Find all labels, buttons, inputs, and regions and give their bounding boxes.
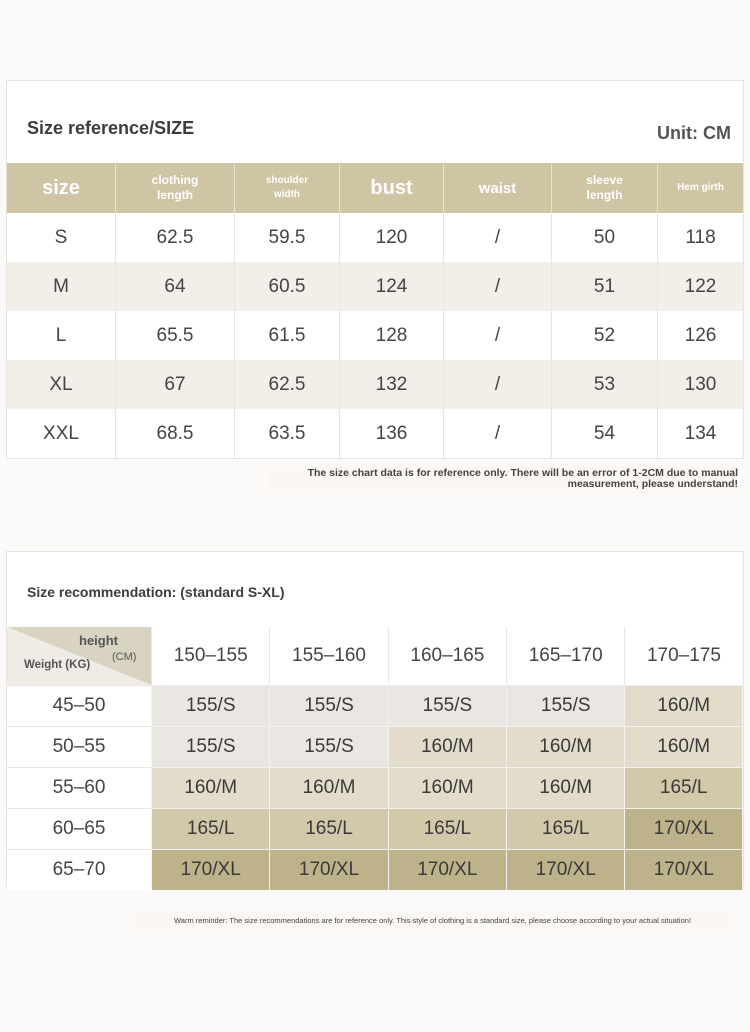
unit-label: Unit: CM bbox=[657, 123, 731, 143]
weight-range: 60–65 bbox=[7, 809, 152, 850]
header-size: size bbox=[7, 163, 116, 213]
header-clothing-length: clothing length bbox=[116, 163, 235, 213]
size-cell: 62.5 bbox=[235, 360, 340, 409]
size-cell: 51 bbox=[552, 262, 658, 311]
recommendation-row bbox=[7, 768, 743, 809]
size-cell: 124 bbox=[340, 262, 444, 311]
recommended-size-cell: 165/L bbox=[270, 809, 388, 850]
size-cell: / bbox=[444, 213, 552, 262]
size-reference-card bbox=[6, 80, 744, 459]
recommended-size-cell: 170/XL bbox=[625, 809, 743, 850]
recommendation-row bbox=[7, 727, 743, 768]
recommended-size-cell: 170/XL bbox=[270, 850, 388, 891]
size-row bbox=[7, 311, 743, 360]
size-cell: 62.5 bbox=[116, 213, 235, 262]
height-range-header: 170–175 bbox=[625, 627, 743, 686]
size-cell: / bbox=[444, 262, 552, 311]
corner-header bbox=[7, 627, 152, 686]
recommended-size-cell: 160/M bbox=[625, 686, 743, 727]
recommendation-row bbox=[7, 850, 743, 891]
size-label: M bbox=[7, 262, 116, 311]
size-label: XL bbox=[7, 360, 116, 409]
size-row bbox=[7, 213, 743, 262]
size-cell: 126 bbox=[684, 324, 717, 346]
recommended-size-cell: 165/L bbox=[388, 809, 506, 850]
header-shoulder-width: shoulder width bbox=[235, 163, 340, 213]
size-cell: 68.5 bbox=[116, 409, 235, 458]
recommended-size-cell: 160/M bbox=[388, 727, 506, 768]
corner-weight-label: Weight (KG) bbox=[24, 659, 91, 671]
recommended-size-cell: 155/S bbox=[388, 686, 506, 727]
size-cell: / bbox=[444, 409, 552, 458]
size-cell: 54 bbox=[552, 409, 658, 458]
size-cell: 120 bbox=[340, 213, 444, 262]
recommended-size-cell: 160/M bbox=[270, 768, 388, 809]
recommended-size-cell: 170/XL bbox=[152, 850, 270, 891]
height-range-header: 165–170 bbox=[507, 627, 625, 686]
recommended-size-cell: 155/S bbox=[152, 727, 270, 768]
weight-range: 55–60 bbox=[7, 768, 152, 809]
size-cell: 61.5 bbox=[235, 311, 340, 360]
recommended-size-cell: 170/XL bbox=[507, 850, 625, 891]
recommendation-title: Size recommendation: (standard S-XL) bbox=[27, 584, 285, 600]
recommended-size-cell: 155/S bbox=[270, 727, 388, 768]
size-cell: 52 bbox=[552, 311, 658, 360]
size-recommendation-card bbox=[6, 551, 744, 887]
size-table-header bbox=[7, 163, 743, 213]
size-cell: 132 bbox=[340, 360, 444, 409]
recommended-size-cell: 160/M bbox=[507, 727, 625, 768]
size-row bbox=[7, 360, 743, 409]
recommended-size-cell: 155/S bbox=[270, 686, 388, 727]
header-sleeve-length: sleeve length bbox=[552, 163, 658, 213]
size-cell: 122 bbox=[658, 262, 744, 311]
size-label: S bbox=[7, 213, 116, 262]
size-cell: / bbox=[444, 311, 552, 360]
size-cell: 128 bbox=[340, 311, 444, 360]
recommended-size-cell: 165/L bbox=[507, 809, 625, 850]
recommended-size-cell: 160/M bbox=[507, 768, 625, 809]
size-cell: 60.5 bbox=[235, 262, 340, 311]
size-cell: 118 bbox=[685, 226, 716, 248]
recommended-size-cell: 160/M bbox=[388, 768, 506, 809]
size-cell: 134 bbox=[684, 422, 717, 444]
size-cell: 64 bbox=[116, 262, 235, 311]
size-label: XXL bbox=[7, 409, 116, 458]
size-label: L bbox=[7, 311, 116, 360]
recommended-size-cell: 160/M bbox=[152, 768, 270, 809]
size-cell: 63.5 bbox=[235, 409, 340, 458]
recommendation-table bbox=[7, 627, 743, 890]
size-row bbox=[7, 262, 743, 311]
corner-height-label: height bbox=[79, 633, 118, 648]
height-range-header: 160–165 bbox=[388, 627, 506, 686]
recommendation-note: Warm reminder: The size recommendations are for reference only. This style of clothing is a standard size, please choose according to your actual situation! bbox=[130, 912, 735, 930]
height-range-header: 150–155 bbox=[152, 627, 270, 686]
size-chart-note: The size chart data is for reference only. There will be an error of 1-2CM due to manual measurement, please understand! bbox=[268, 466, 738, 494]
recommended-size-cell: 155/S bbox=[507, 686, 625, 727]
size-cell: 53 bbox=[552, 360, 658, 409]
size-cell: 136 bbox=[340, 409, 444, 458]
recommended-size-cell: 170/XL bbox=[625, 850, 743, 891]
recommendation-header bbox=[7, 627, 743, 686]
weight-range: 65–70 bbox=[7, 850, 152, 891]
size-cell: 130 bbox=[658, 360, 744, 409]
recommended-size-cell: 160/M bbox=[625, 727, 743, 768]
size-cell: / bbox=[444, 360, 552, 409]
recommended-size-cell: 155/S bbox=[152, 686, 270, 727]
weight-range: 45–50 bbox=[7, 686, 152, 727]
recommended-size-cell: 165/L bbox=[152, 809, 270, 850]
size-row bbox=[7, 409, 743, 458]
header-hem-girth: Hem girth bbox=[658, 163, 744, 213]
height-range-header: 155–160 bbox=[270, 627, 388, 686]
size-cell: 67 bbox=[116, 360, 235, 409]
recommendation-row bbox=[7, 809, 743, 850]
header-waist: waist bbox=[444, 163, 552, 213]
size-reference-title: Size reference/SIZE bbox=[27, 118, 195, 138]
recommended-size-cell: 170/XL bbox=[388, 850, 506, 891]
recommended-size-cell: 165/L bbox=[625, 768, 743, 809]
weight-range: 50–55 bbox=[7, 727, 152, 768]
recommendation-row bbox=[7, 686, 743, 727]
header-bust: bust bbox=[340, 163, 444, 213]
size-cell: 65.5 bbox=[116, 311, 235, 360]
corner-unit-label: (CM) bbox=[112, 651, 137, 663]
size-cell: 50 bbox=[552, 213, 658, 262]
size-table bbox=[7, 163, 743, 458]
size-cell: 59.5 bbox=[235, 213, 340, 262]
